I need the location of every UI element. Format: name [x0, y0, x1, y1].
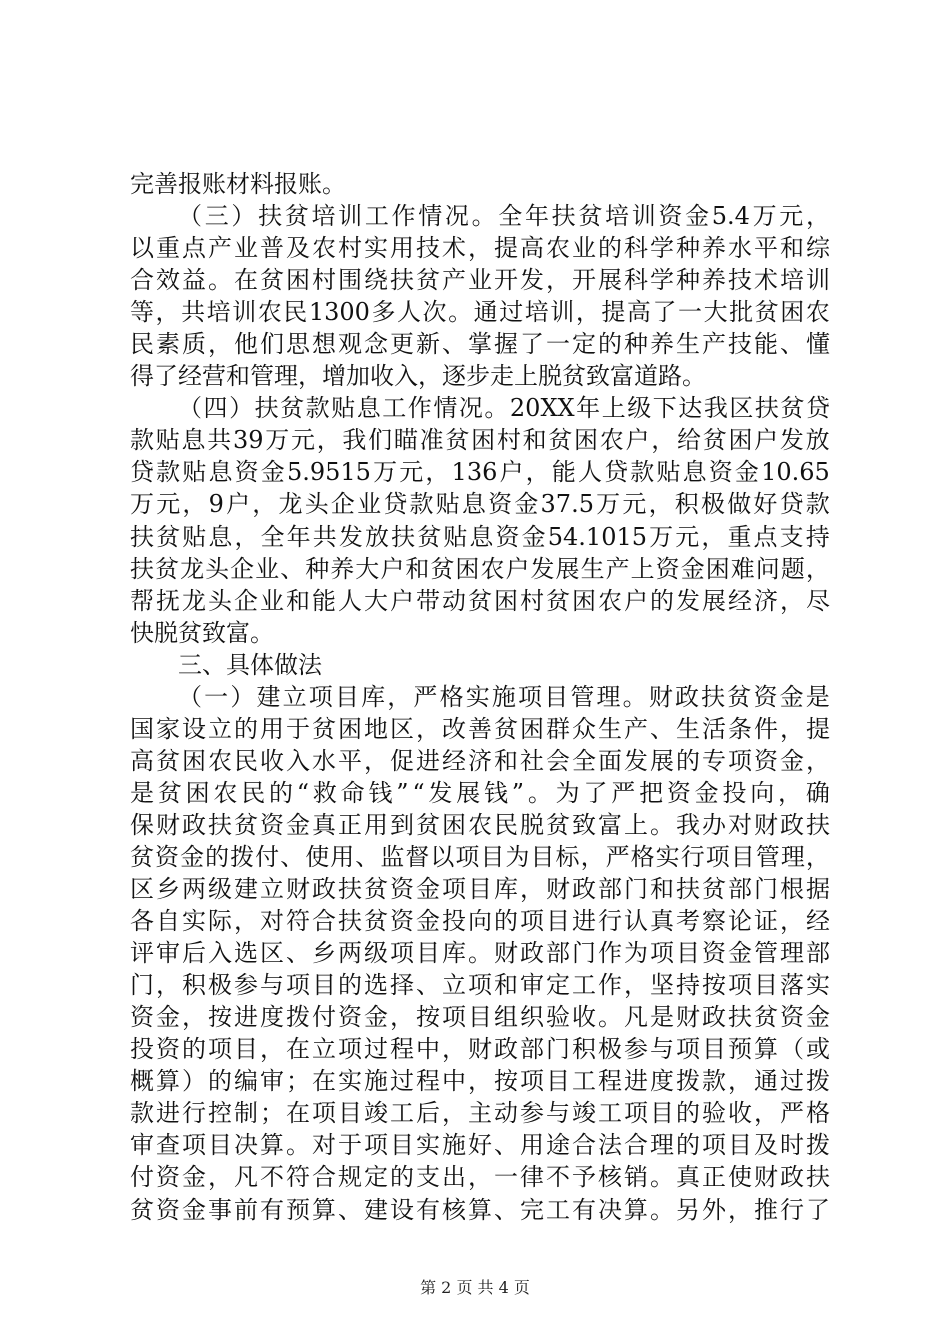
text-line: 门 ， 积 极 参 与 项 目 的 选 择 、 立 项 和 审 定 工 作 ， 坚 持 按 项 目 落 实 [130, 971, 830, 1000]
text-line: 扶 贫 贴 息 ， 全 年 共 发 放 扶 贫 贴 息 资 金 54.1015 万 元 ， 重 点 支 持 [130, 522, 830, 551]
text-line: 款 进 行 控 制 ； 在 项 目 竣 工 后 ， 主 动 参 与 竣 工 项 目 的 验 收 ， 严 格 [130, 1099, 830, 1128]
text-line: 各 自 实 际 ， 对 符 合 扶 贫 资 金 投 向 的 项 目 进 行 认 真 考 察 论 证 ， 经 [130, 907, 830, 936]
page-footer: 第 2 页 共 4 页 [420, 1278, 530, 1297]
text-line: 贫 资 金 的 拨 付 、 使 用 、 监 督 以 项 目 为 目 标 ， 严 格 实 行 项 目 管 理 ， [130, 842, 830, 871]
text-line: 合 效 益 。 在 贫 困 村 围 绕 扶 贫 产 业 开 发 ， 开 展 科 学 种 养 技 术 培 训 [130, 266, 830, 295]
text-line: 区 乡 两 级 建 立 财 政 扶 贫 资 金 项 目 库 ， 财 政 部 门 和 扶 贫 部 门 根 据 [130, 875, 830, 904]
text-line: （ 一 ） 建 立 项 目 库 ， 严 格 实 施 项 目 管 理 。 财 政 扶 贫 资 金 是 [178, 682, 830, 711]
text-line: 扶 贫 龙 头 企 业 、 种 养 大 户 和 贫 困 农 户 发 展 生 产 上 资 金 困 难 问 题 ， [130, 554, 830, 583]
text-line: 款 贴 息 共 39 万 元 ， 我 们 瞄 准 贫 困 村 和 贫 困 农 户 ， 给 贫 困 户 发 放 [130, 426, 830, 455]
text-line: 贷 款 贴 息 资 金 5.9515 万 元 ， 136 户 ， 能 人 贷 款 贴 息 资 金 10.65 [130, 458, 830, 487]
text-line: 投 资 的 项 目 ， 在 立 项 过 程 中 ， 财 政 部 门 积 极 参 与 项 目 预 算 （ 或 [130, 1035, 830, 1064]
text-line: 概 算 ） 的 编 审 ； 在 实 施 过 程 中 ， 按 项 目 工 程 进 度 拨 款 ， 通 过 拨 [130, 1067, 830, 1096]
text-line: 民 素 质 ， 他 们 思 想 观 念 更 新 、 掌 握 了 一 定 的 种 养 生 产 技 能 、 懂 [130, 330, 830, 359]
text-line: 资 金 ， 按 进 度 拨 付 资 金 ， 按 项 目 组 织 验 收 。 凡 是 财 政 扶 贫 资 金 [130, 1003, 830, 1032]
text-line: 是 贫 困 农 民 的 “ 救 命 钱 ” “ 发 展 钱 ” 。 为 了 严 把 资 金 投 向 ， 确 [130, 778, 830, 807]
text-line: 评 审 后 入 选 区 、 乡 两 级 项 目 库 。 财 政 部 门 作 为 项 目 资 金 管 理 部 [130, 939, 830, 968]
text-line: 贫 资 金 事 前 有 预 算 、 建 设 有 核 算 、 完 工 有 决 算 。 另 外 ， 推 行 了 [130, 1195, 830, 1224]
text-line: 快脱贫致富。 [130, 618, 274, 647]
text-line: 帮 抚 龙 头 企 业 和 能 人 大 户 带 动 贫 困 村 贫 困 农 户 的 发 展 经 济 ， 尽 [130, 586, 830, 615]
text-line: （ 四 ） 扶 贫 款 贴 息 工 作 情 况 。 20XX 年 上 级 下 达 我 区 扶 贫 贷 [178, 394, 830, 423]
text-line: 完善报账材料报账。 [130, 170, 346, 198]
text-line: 保 财 政 扶 贫 资 金 真 正 用 到 贫 困 农 民 脱 贫 致 富 上 。 我 办 对 财 政 扶 [130, 810, 830, 839]
text-line: 万 元 ， 9 户 ， 龙 头 企 业 贷 款 贴 息 资 金 37.5 万 元 ， 积 极 做 好 贷 款 [130, 490, 830, 519]
text-line: 得了经营和管理，增加收入，逐步走上脱贫致富道路。 [130, 362, 706, 391]
text-line: 高 贫 困 农 民 收 入 水 平 ， 促 进 经 济 和 社 会 全 面 发 展 的 专 项 资 金 ， [130, 746, 830, 775]
text-line: 三、具体做法 [178, 650, 322, 679]
document-body [130, 168, 830, 1226]
text-line: 等 ， 共 培 训 农 民 1300 多 人 次 。 通 过 培 训 ， 提 高 了 一 大 批 贫 困 农 [130, 298, 830, 327]
text-line: （ 三 ） 扶 贫 培 训 工 作 情 况 。 全 年 扶 贫 培 训 资 金 5.4 万 元 ， [178, 202, 830, 231]
text-line: 国 家 设 立 的 用 于 贫 困 地 区 ， 改 善 贫 困 群 众 生 产 、 生 活 条 件 ， 提 [130, 714, 830, 743]
text-line: 审 查 项 目 决 算 。 对 于 项 目 实 施 好 、 用 途 合 法 合 理 的 项 目 及 时 拨 [130, 1131, 830, 1160]
text-line: 付 资 金 ， 凡 不 符 合 规 定 的 支 出 ， 一 律 不 予 核 销 。 真 正 使 财 政 扶 [130, 1163, 830, 1192]
text-line: 以 重 点 产 业 普 及 农 村 实 用 技 术 ， 提 高 农 业 的 科 学 种 养 水 平 和 综 [130, 234, 830, 263]
